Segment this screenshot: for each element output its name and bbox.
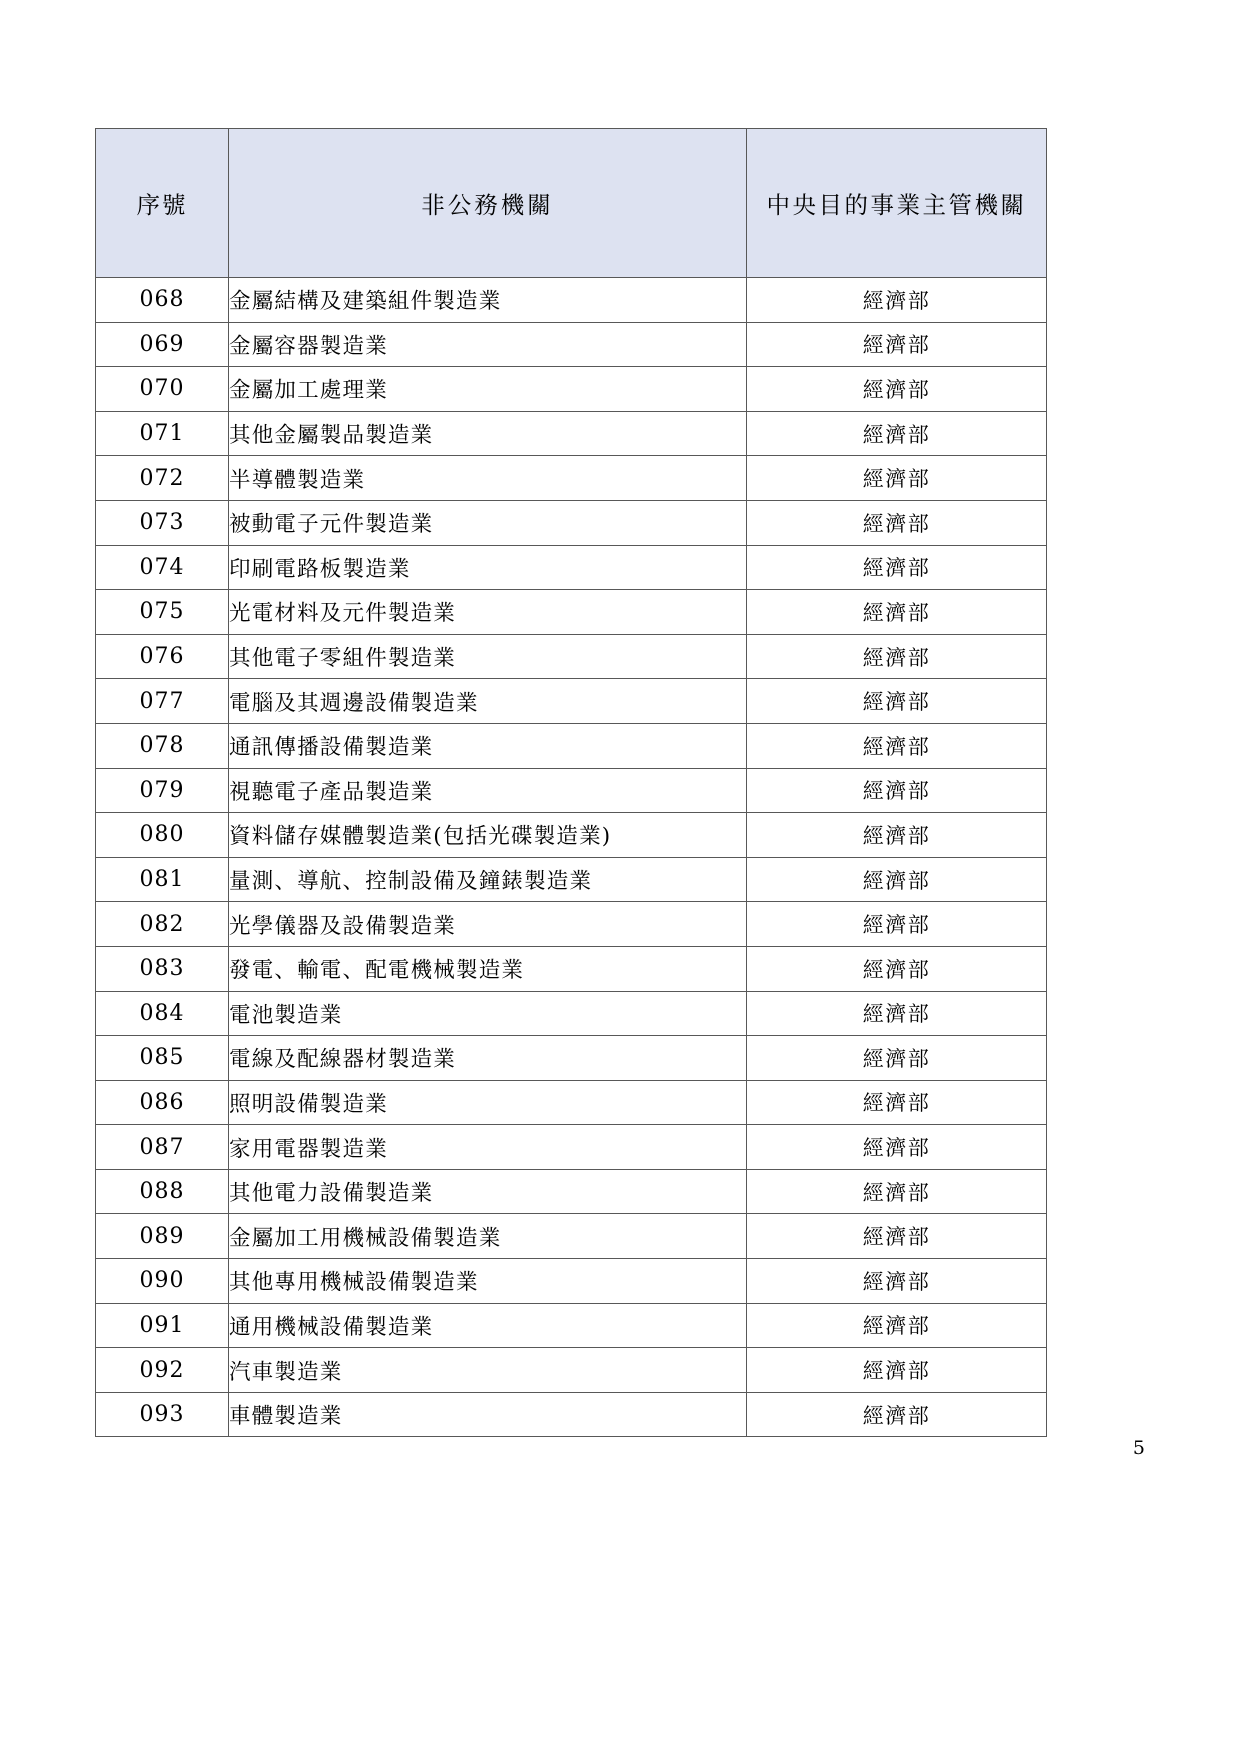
- non-government-agency-table: [95, 128, 1047, 1437]
- cell-authority: 經濟部: [747, 1125, 1047, 1170]
- table-row: [96, 1169, 1047, 1214]
- cell-authority: 經濟部: [747, 500, 1047, 545]
- cell-organization: 被動電子元件製造業: [229, 500, 747, 545]
- cell-authority: 經濟部: [747, 456, 1047, 501]
- table-row: [96, 902, 1047, 947]
- cell-sequence: 069: [96, 322, 229, 367]
- cell-sequence: 086: [96, 1080, 229, 1125]
- cell-authority: 經濟部: [747, 946, 1047, 991]
- table-row: [96, 322, 1047, 367]
- table-row: [96, 1392, 1047, 1437]
- cell-sequence: 084: [96, 991, 229, 1036]
- cell-authority: 經濟部: [747, 1080, 1047, 1125]
- cell-organization: 光學儀器及設備製造業: [229, 902, 747, 947]
- cell-authority: 經濟部: [747, 813, 1047, 858]
- cell-sequence: 074: [96, 545, 229, 590]
- cell-sequence: 087: [96, 1125, 229, 1170]
- cell-sequence: 075: [96, 590, 229, 635]
- table-row: [96, 545, 1047, 590]
- cell-sequence: 077: [96, 679, 229, 724]
- cell-organization: 光電材料及元件製造業: [229, 590, 747, 635]
- table-container: [95, 128, 1046, 1437]
- table-row: [96, 723, 1047, 768]
- table-row: [96, 411, 1047, 456]
- table-row: [96, 1080, 1047, 1125]
- cell-sequence: 092: [96, 1348, 229, 1393]
- cell-sequence: 083: [96, 946, 229, 991]
- cell-authority: 經濟部: [747, 902, 1047, 947]
- cell-organization: 發電、輸電、配電機械製造業: [229, 946, 747, 991]
- table-row: [96, 500, 1047, 545]
- table-row: [96, 946, 1047, 991]
- cell-sequence: 090: [96, 1259, 229, 1304]
- table-row: [96, 1125, 1047, 1170]
- cell-authority: 經濟部: [747, 1036, 1047, 1081]
- table-row: [96, 991, 1047, 1036]
- cell-sequence: 072: [96, 456, 229, 501]
- cell-sequence: 082: [96, 902, 229, 947]
- cell-organization: 通用機械設備製造業: [229, 1303, 747, 1348]
- column-header-organization: 非公務機關: [229, 129, 747, 278]
- cell-organization: 照明設備製造業: [229, 1080, 747, 1125]
- table-row: [96, 1259, 1047, 1304]
- cell-sequence: 088: [96, 1169, 229, 1214]
- table-row: [96, 1303, 1047, 1348]
- cell-organization: 印刷電路板製造業: [229, 545, 747, 590]
- cell-organization: 視聽電子產品製造業: [229, 768, 747, 813]
- cell-authority: 經濟部: [747, 857, 1047, 902]
- cell-organization: 金屬容器製造業: [229, 322, 747, 367]
- cell-sequence: 093: [96, 1392, 229, 1437]
- cell-authority: 經濟部: [747, 1169, 1047, 1214]
- cell-organization: 其他電子零組件製造業: [229, 634, 747, 679]
- cell-organization: 半導體製造業: [229, 456, 747, 501]
- cell-organization: 家用電器製造業: [229, 1125, 747, 1170]
- cell-sequence: 081: [96, 857, 229, 902]
- table-row: [96, 1348, 1047, 1393]
- table-body: [96, 278, 1047, 1437]
- cell-organization: 其他金屬製品製造業: [229, 411, 747, 456]
- cell-authority: 經濟部: [747, 768, 1047, 813]
- cell-organization: 電線及配線器材製造業: [229, 1036, 747, 1081]
- table-row: [96, 813, 1047, 858]
- cell-organization: 電池製造業: [229, 991, 747, 1036]
- table-header-row: [96, 129, 1047, 278]
- table-row: [96, 679, 1047, 724]
- cell-authority: 經濟部: [747, 411, 1047, 456]
- cell-sequence: 076: [96, 634, 229, 679]
- cell-authority: 經濟部: [747, 1348, 1047, 1393]
- cell-sequence: 085: [96, 1036, 229, 1081]
- cell-organization: 金屬結構及建築組件製造業: [229, 278, 747, 323]
- cell-authority: 經濟部: [747, 1303, 1047, 1348]
- cell-sequence: 079: [96, 768, 229, 813]
- table-row: [96, 634, 1047, 679]
- cell-authority: 經濟部: [747, 322, 1047, 367]
- cell-sequence: 070: [96, 367, 229, 412]
- cell-organization: 量測、導航、控制設備及鐘錶製造業: [229, 857, 747, 902]
- table-row: [96, 590, 1047, 635]
- cell-sequence: 089: [96, 1214, 229, 1259]
- cell-organization: 車體製造業: [229, 1392, 747, 1437]
- cell-authority: 經濟部: [747, 278, 1047, 323]
- column-header-authority: 中央目的事業主管機關: [747, 129, 1047, 278]
- cell-sequence: 091: [96, 1303, 229, 1348]
- table-row: [96, 278, 1047, 323]
- cell-authority: 經濟部: [747, 1392, 1047, 1437]
- cell-sequence: 073: [96, 500, 229, 545]
- table-row: [96, 857, 1047, 902]
- cell-organization: 金屬加工用機械設備製造業: [229, 1214, 747, 1259]
- cell-organization: 金屬加工處理業: [229, 367, 747, 412]
- cell-authority: 經濟部: [747, 590, 1047, 635]
- cell-sequence: 080: [96, 813, 229, 858]
- cell-authority: 經濟部: [747, 679, 1047, 724]
- cell-organization: 資料儲存媒體製造業(包括光碟製造業): [229, 813, 747, 858]
- page-number: 5: [1132, 1437, 1145, 1459]
- cell-authority: 經濟部: [747, 723, 1047, 768]
- table-row: [96, 367, 1047, 412]
- cell-sequence: 078: [96, 723, 229, 768]
- cell-authority: 經濟部: [747, 1259, 1047, 1304]
- cell-sequence: 068: [96, 278, 229, 323]
- table-row: [96, 1036, 1047, 1081]
- cell-authority: 經濟部: [747, 991, 1047, 1036]
- cell-organization: 汽車製造業: [229, 1348, 747, 1393]
- cell-sequence: 071: [96, 411, 229, 456]
- cell-organization: 其他專用機械設備製造業: [229, 1259, 747, 1304]
- table-header: [96, 129, 1047, 278]
- cell-authority: 經濟部: [747, 545, 1047, 590]
- cell-organization: 通訊傳播設備製造業: [229, 723, 747, 768]
- table-row: [96, 768, 1047, 813]
- column-header-sequence: 序號: [96, 129, 229, 278]
- cell-authority: 經濟部: [747, 634, 1047, 679]
- cell-authority: 經濟部: [747, 367, 1047, 412]
- cell-authority: 經濟部: [747, 1214, 1047, 1259]
- cell-organization: 其他電力設備製造業: [229, 1169, 747, 1214]
- cell-organization: 電腦及其週邊設備製造業: [229, 679, 747, 724]
- table-row: [96, 1214, 1047, 1259]
- table-row: [96, 456, 1047, 501]
